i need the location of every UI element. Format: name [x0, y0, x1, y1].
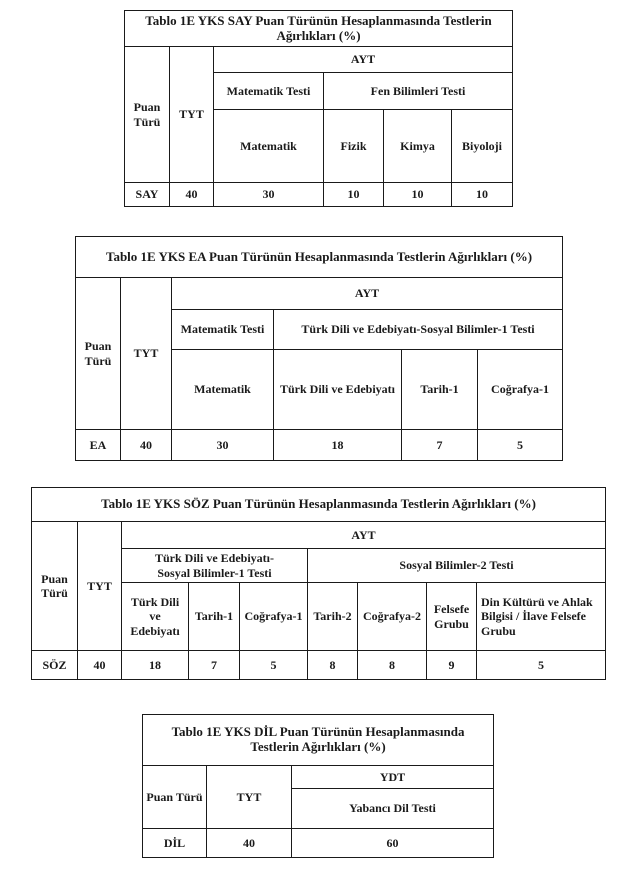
header-subject: Fizik [324, 110, 384, 183]
header-puan-turu: Puan Türü [76, 278, 121, 430]
header-subject: Din Kültürü ve Ahlak Bilgisi / İlave Felsefe Grubu [477, 583, 606, 651]
cell-tyt: 40 [207, 829, 292, 858]
header-tyt: TYT [121, 278, 172, 430]
cell-value: 5 [478, 430, 563, 461]
header-group: Matematik Testi [214, 73, 324, 110]
table-row [76, 430, 563, 461]
cell-value: 18 [122, 651, 189, 680]
header-subject: Tarih-1 [402, 350, 478, 430]
cell-value: 30 [214, 183, 324, 207]
header-subject: Kimya [384, 110, 452, 183]
header-tyt: TYT [78, 522, 122, 651]
cell-value: 7 [189, 651, 240, 680]
header-ayt: AYT [122, 522, 606, 549]
cell-puan-turu: SAY [125, 183, 170, 207]
table-title: Tablo 1E YKS DİL Puan Türünün Hesaplanmasında Testlerin Ağırlıkları (%) [143, 715, 494, 766]
header-subject: Coğrafya-1 [240, 583, 308, 651]
cell-value: 8 [308, 651, 358, 680]
table-row [143, 829, 494, 858]
cell-value: 10 [452, 183, 513, 207]
ea-weights-table [75, 236, 563, 461]
header-ayt: AYT [172, 278, 563, 310]
cell-value: 9 [427, 651, 477, 680]
cell-value: 18 [274, 430, 402, 461]
cell-tyt: 40 [78, 651, 122, 680]
header-ydt: YDT [292, 766, 494, 789]
header-subject: Türk Dili ve Edebiyatı [122, 583, 189, 651]
header-subject: Coğrafya-2 [358, 583, 427, 651]
table-title: Tablo 1E YKS SAY Puan Türünün Hesaplanmasında Testlerin Ağırlıkları (%) [125, 11, 513, 47]
header-subject: Tarih-2 [308, 583, 358, 651]
header-subject: Coğrafya-1 [478, 350, 563, 430]
header-subject: Tarih-1 [189, 583, 240, 651]
cell-value: 8 [358, 651, 427, 680]
header-group: Matematik Testi [172, 310, 274, 350]
header-group: Sosyal Bilimler-2 Testi [308, 549, 606, 583]
table-title: Tablo 1E YKS EA Puan Türünün Hesaplanmasında Testlerin Ağırlıkları (%) [76, 237, 563, 278]
soz-weights-table [31, 487, 606, 680]
header-subject: Matematik [214, 110, 324, 183]
cell-value: 30 [172, 430, 274, 461]
header-puan-turu: Puan Türü [143, 766, 207, 829]
table-title: Tablo 1E YKS SÖZ Puan Türünün Hesaplanmasında Testlerin Ağırlıkları (%) [32, 488, 606, 522]
header-subject: Türk Dili ve Edebiyatı [274, 350, 402, 430]
cell-puan-turu: DİL [143, 829, 207, 858]
dil-weights-table [142, 714, 494, 858]
cell-tyt: 40 [170, 183, 214, 207]
header-group: Türk Dili ve Edebiyatı-Sosyal Bilimler-1 Testi [122, 549, 308, 583]
header-tyt: TYT [207, 766, 292, 829]
header-tyt: TYT [170, 47, 214, 183]
cell-value: 10 [324, 183, 384, 207]
say-weights-table [124, 10, 513, 207]
table-row [32, 651, 606, 680]
cell-tyt: 40 [121, 430, 172, 461]
cell-value: 10 [384, 183, 452, 207]
table-row [125, 183, 513, 207]
header-group: Fen Bilimleri Testi [324, 73, 513, 110]
header-puan-turu: Puan Türü [32, 522, 78, 651]
header-puan-turu: Puan Türü [125, 47, 170, 183]
header-subject: Yabancı Dil Testi [292, 789, 494, 829]
cell-value: 60 [292, 829, 494, 858]
cell-puan-turu: SÖZ [32, 651, 78, 680]
header-group: Türk Dili ve Edebiyatı-Sosyal Bilimler-1 Testi [274, 310, 563, 350]
header-subject: Matematik [172, 350, 274, 430]
header-subject: Biyoloji [452, 110, 513, 183]
cell-value: 7 [402, 430, 478, 461]
cell-puan-turu: EA [76, 430, 121, 461]
header-subject: Felsefe Grubu [427, 583, 477, 651]
header-ayt: AYT [214, 47, 513, 73]
cell-value: 5 [477, 651, 606, 680]
cell-value: 5 [240, 651, 308, 680]
